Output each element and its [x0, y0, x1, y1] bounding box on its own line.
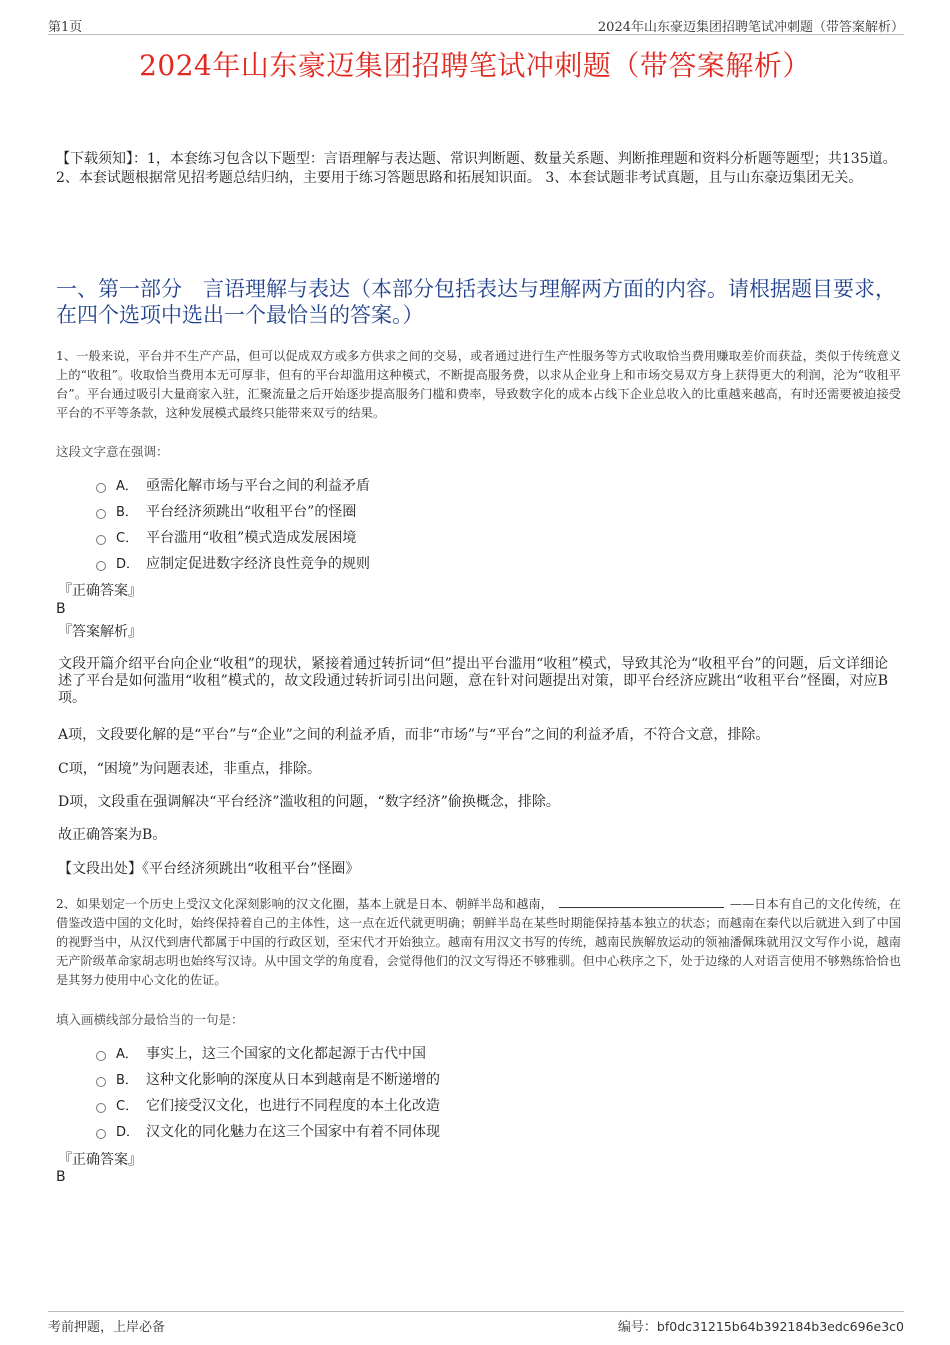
radio-icon[interactable]: [96, 1077, 106, 1087]
document-title: 2024年山东豪迈集团招聘笔试冲刺题（带答案解析）: [139, 49, 811, 82]
answer-value: B: [56, 1169, 66, 1185]
download-notice: 【下载须知】：1，本套练习包含以下题型：言语理解与表达题、常识判断题、数量关系题、判断推理题和资料分析题等题型；共135道。 2、本套试题根据常见招考题总结归纳，主要用于练习答题思路和拓展知识面。 3、本套试题非考试真题，且与山东豪迈集团无关。: [56, 151, 897, 186]
header-doc-title: 2024年山东豪迈集团招聘笔试冲刺题（带答案解析）: [597, 20, 904, 35]
analysis-paragraph: D项，文段重在强调解决“平台经济”滥收租的问题，“数字经济”偷换概念，排除。: [58, 794, 560, 810]
radio-icon[interactable]: [96, 535, 106, 545]
radio-icon[interactable]: [96, 483, 106, 493]
option-b[interactable]: B． 平台经济须跳出“收租平台”的怪圈: [96, 499, 370, 525]
analysis-label: 『答案解析』: [58, 624, 142, 640]
option-a[interactable]: A． 事实上，这三个国家的文化都起源于古代中国: [96, 1041, 440, 1067]
page-footer: [48, 1311, 904, 1334]
page-header: [48, 14, 904, 35]
radio-icon[interactable]: [96, 1051, 106, 1061]
radio-icon[interactable]: [96, 1103, 106, 1113]
answer-label: 『正确答案』: [58, 583, 142, 599]
document-code: 编号：bf0dc31215b64b392184b3edc696e3c0: [617, 1319, 904, 1335]
radio-icon[interactable]: [96, 561, 106, 571]
question-2-text: 2、如果划定一个历史上受汉文化深刻影响的汉文化圈，基本上就是日本、朝鲜半岛和越南， ——日本有自己的文化传统，在借鉴改造中国的文化时，始终保持着自己的主体性，这一点在近代就更明确；朝鲜半岛在某些时期能保持基本独立的状态；而越南在秦代以后就进入到了中国的视野当中，从汉代到唐代都属于中国的行政区划，至宋代才开始独立。越南有用汉文书写的传统，越南民族解放运动的领袖潘佩珠就用汉文写作小说，越南无产阶级革命家胡志明也始终写汉诗。从中国文学的角度看，会觉得他们的汉文写得还不够雅驯。但中心秩序之下，处于边缘的人对语言使用不够熟练恰恰也是其努力使用中心文化的佐证。: [56, 897, 901, 987]
option-d[interactable]: D． 汉文化的同化魅力在这三个国家中有着不同体现: [96, 1119, 440, 1145]
analysis-paragraph: C项，“困境”为问题表述，非重点，排除。: [58, 761, 322, 777]
analysis-paragraph: A项，文段要化解的是“平台”与“企业”之间的利益矛盾，而非“市场”与“平台”之间的利益矛盾，不符合文意，排除。: [58, 727, 770, 743]
option-b[interactable]: B． 这种文化影响的深度从日本到越南是不断递增的: [96, 1067, 440, 1093]
footer-slogan: 考前押题，上岸必备: [48, 1320, 166, 1335]
page-number: 第1页: [48, 20, 83, 35]
analysis-paragraph: 故正确答案为B。: [58, 827, 167, 843]
question-2-prompt: 填入画横线部分最恰当的一句是：: [56, 1012, 244, 1027]
analysis-paragraph: 文段开篇介绍平台向企业“收租”的现状，紧接着通过转折词“但”提出平台滥用“收租”模式，导致其沦为“收租平台”的问题，后文详细论述了平台是如何滥用“收租”模式的，故文段通过转折词引出问题，意在针对问题提出对策，即平台经济应跳出“收租平台”怪圈，对应B项。: [58, 656, 888, 706]
answer-label: 『正确答案』: [58, 1152, 142, 1168]
question-1-prompt: 这段文字意在强调：: [56, 444, 169, 459]
fill-blank: [559, 895, 724, 908]
option-c[interactable]: C． 平台滥用“收租”模式造成发展困境: [96, 525, 370, 551]
option-d[interactable]: D． 应制定促进数字经济良性竞争的规则: [96, 551, 370, 577]
question-1-text: 1、一般来说，平台并不生产产品，但可以促成双方或多方供求之间的交易，或者通过进行生产性服务等方式收取恰当费用赚取差价而获益，类似于传统意义上的“收租”。收取恰当费用本无可厚非，但有的平台却滥用这种模式，不断提高服务费，以求从企业身上和市场交易双方身上获得更大的利润，沦为“收租平台”。平台通过吸引大量商家入驻，汇聚流量之后开始逐步提高服务门槛和费率，导致数字化的成本占线下企业总收入的比重越来越高，有时还需要被迫接受平台的不平等条款，这种发展模式最终只能带来双亏的结果。: [56, 349, 901, 420]
option-c[interactable]: C． 它们接受汉文化，也进行不同程度的本土化改造: [96, 1093, 440, 1119]
question-2-options: [96, 1041, 440, 1145]
radio-icon[interactable]: [96, 509, 106, 519]
option-a[interactable]: A． 亟需化解市场与平台之间的利益矛盾: [96, 473, 370, 499]
question-1-options: [96, 473, 370, 577]
source-citation: 【文段出处】《平台经济须跳出“收租平台”怪圈》: [58, 861, 360, 877]
section-title: 一、第一部分 言语理解与表达（本部分包括表达与理解两方面的内容。请根据题目要求，在四个选项中选出一个最恰当的答案。）: [56, 277, 896, 327]
radio-icon[interactable]: [96, 1129, 106, 1139]
answer-value: B: [56, 601, 66, 617]
